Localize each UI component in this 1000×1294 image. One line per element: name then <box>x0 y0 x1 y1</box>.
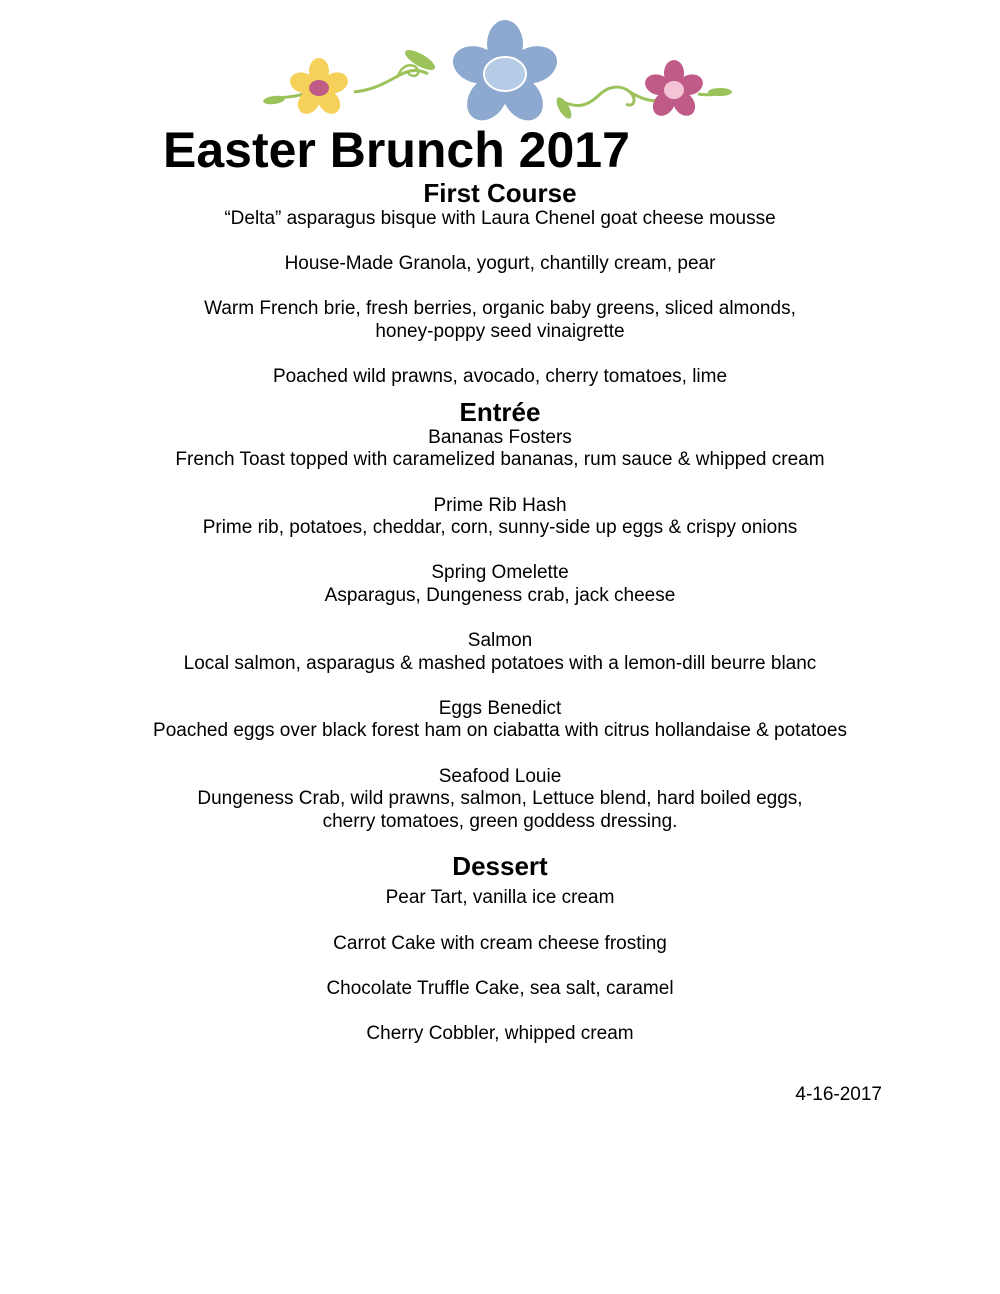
menu-item <box>0 427 1000 472</box>
item-name: Bananas Fosters <box>428 426 572 448</box>
blue-flower-icon <box>448 20 562 126</box>
item-name: Salmon <box>467 630 533 652</box>
menu-body <box>0 178 1000 1046</box>
menu-item <box>0 698 1000 743</box>
menu-item <box>0 208 1000 231</box>
flower-garland-decoration <box>258 18 738 126</box>
item-description: Carrot Cake with cream cheese frosting <box>333 932 667 954</box>
item-name: Eggs Benedict <box>438 697 562 719</box>
entree-section <box>0 397 1000 834</box>
dessert-heading: Dessert <box>452 851 548 882</box>
item-description: Dungeness Crab, wild prawns, salmon, Lettuce blend, hard boiled eggs, <box>197 788 803 810</box>
menu-item <box>0 495 1000 540</box>
item-description: French Toast topped with caramelized bananas, rum sauce & whipped cream <box>175 449 825 471</box>
menu-item <box>0 766 1000 834</box>
item-description: Poached eggs over black forest ham on ciabatta with citrus hollandaise & potatoes <box>153 720 847 742</box>
pink-flower-icon <box>642 60 705 120</box>
item-description: Local salmon, asparagus & mashed potatoes with a lemon-dill beurre blanc <box>183 652 817 674</box>
menu-item <box>0 1023 1000 1046</box>
first-course-heading: First Course <box>423 178 577 208</box>
menu-item <box>0 562 1000 607</box>
dessert-section <box>0 851 1000 1045</box>
menu-title: Easter Brunch 2017 <box>163 122 630 178</box>
menu-item <box>0 978 1000 1001</box>
first-course-section <box>0 178 1000 389</box>
item-description: “Delta” asparagus bisque with Laura Chenel goat cheese mousse <box>224 208 776 229</box>
item-description: Cherry Cobbler, whipped cream <box>366 1023 634 1044</box>
item-description: cherry tomatoes, green goddess dressing. <box>322 810 678 832</box>
item-description: Asparagus, Dungeness crab, jack cheese <box>324 584 676 606</box>
item-description: House-Made Granola, yogurt, chantilly cream, pear <box>284 253 716 275</box>
menu-item <box>0 298 1000 343</box>
menu-item <box>0 366 1000 389</box>
menu-item <box>0 630 1000 675</box>
menu-item <box>0 887 1000 910</box>
item-description: Prime rib, potatoes, cheddar, corn, sunny-side up eggs & crispy onions <box>202 517 798 539</box>
entree-heading: Entrée <box>459 396 541 427</box>
yellow-flower-icon <box>287 58 350 118</box>
item-name: Spring Omelette <box>431 562 569 584</box>
menu-item <box>0 933 1000 956</box>
menu-item <box>0 253 1000 276</box>
menu-date: 4-16-2017 <box>795 1084 882 1105</box>
item-name: Prime Rib Hash <box>433 494 567 516</box>
item-name: Seafood Louie <box>438 765 562 787</box>
item-description: Chocolate Truffle Cake, sea salt, caramel <box>326 977 674 999</box>
item-description: honey-poppy seed vinaigrette <box>375 320 625 342</box>
item-description: Warm French brie, fresh berries, organic baby greens, sliced almonds, <box>204 298 796 320</box>
item-description: Pear Tart, vanilla ice cream <box>385 887 615 909</box>
item-description: Poached wild prawns, avocado, cherry tomatoes, lime <box>272 366 728 388</box>
